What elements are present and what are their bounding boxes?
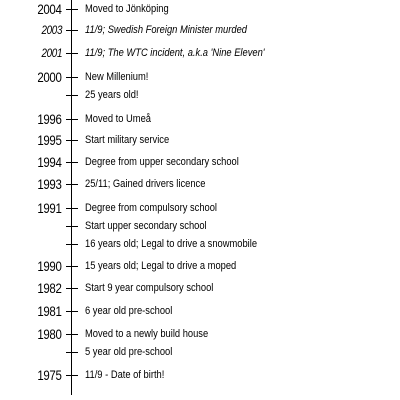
timeline-tick	[66, 334, 78, 335]
timeline-tick	[66, 208, 78, 209]
timeline-tick	[66, 266, 78, 267]
year-label: 1991	[37, 200, 62, 216]
event-label: Degree from compulsory school	[85, 202, 218, 214]
year-label: 1993	[37, 176, 62, 192]
event-label: 11/9 - Date of birth!	[85, 369, 165, 381]
event-label: 25/11; Gained drivers licence	[85, 178, 206, 190]
event-label: Start military service	[85, 134, 170, 146]
year-label: 1995	[37, 132, 62, 148]
event-label: 5 year old pre-school	[85, 346, 173, 358]
year-label: 2004	[37, 1, 62, 17]
timeline-tick	[66, 244, 78, 245]
timeline-tick	[66, 288, 78, 289]
event-label: 11/9; The WTC incident, a.k.a 'Nine Eleven'	[85, 47, 265, 59]
event-label: Start upper secondary school	[85, 220, 207, 232]
year-label: 1980	[37, 326, 62, 342]
year-label: 2001	[41, 46, 62, 60]
event-label: Moved to Umeå	[85, 113, 152, 125]
event-label: Start 9 year compulsory school	[85, 282, 214, 294]
event-label: Moved to Jönköping	[85, 3, 169, 15]
year-label: 2000	[37, 69, 62, 85]
event-label: 25 years old!	[85, 89, 139, 101]
timeline-tick	[66, 226, 78, 227]
timeline-tick	[66, 375, 78, 376]
timeline-tick	[66, 311, 78, 312]
timeline-tick	[66, 95, 78, 96]
timeline-tick	[66, 119, 78, 120]
event-label: Moved to a newly build house	[85, 328, 209, 340]
timeline-tick	[66, 9, 78, 10]
year-label: 1981	[37, 303, 62, 319]
timeline-axis	[71, 0, 72, 395]
event-label: 15 years old; Legal to drive a moped	[85, 260, 237, 272]
event-label: Degree from upper secondary school	[85, 156, 239, 168]
year-label: 1982	[37, 280, 62, 296]
event-label: 6 year old pre-school	[85, 305, 173, 317]
year-label: 1990	[37, 258, 62, 274]
year-label: 1994	[37, 154, 62, 170]
year-label: 1975	[37, 367, 62, 383]
event-label: New Millenium!	[85, 71, 149, 83]
event-label: 11/9; Swedish Foreign Minister murded	[85, 24, 247, 36]
year-label: 2003	[41, 23, 62, 37]
timeline-tick	[66, 140, 78, 141]
timeline-tick	[66, 162, 78, 163]
timeline-tick	[66, 53, 78, 54]
timeline-tick	[66, 77, 78, 78]
timeline-tick	[66, 352, 78, 353]
timeline-tick	[66, 30, 78, 31]
year-label: 1996	[37, 111, 62, 127]
timeline-tick	[66, 184, 78, 185]
event-label: 16 years old; Legal to drive a snowmobile	[85, 238, 258, 250]
